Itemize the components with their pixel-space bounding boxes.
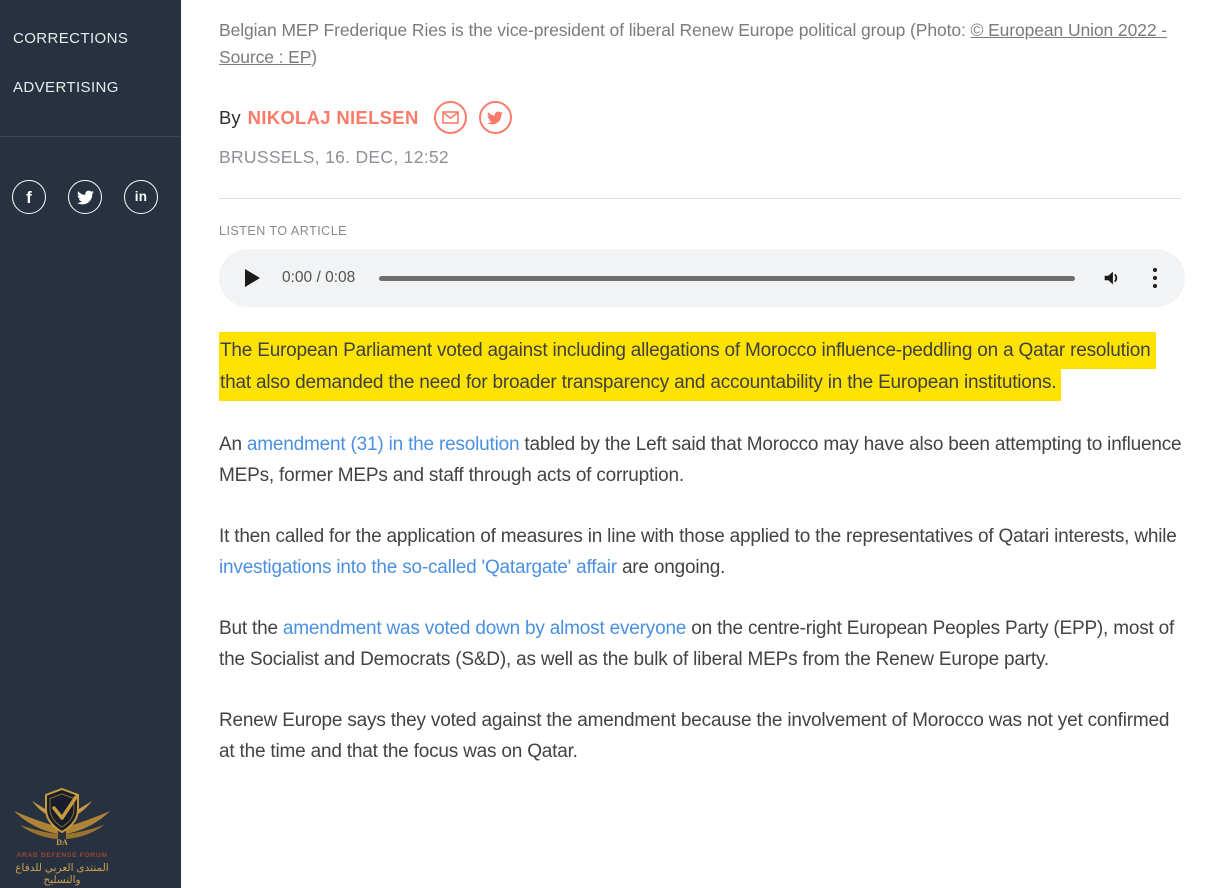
volume-icon[interactable] [1101, 267, 1123, 289]
email-icon[interactable] [434, 101, 467, 134]
article-paragraph [219, 613, 1185, 675]
paragraph-text: tabled by the Left said that Morocco may have also been attempting to influence MEPs, former MEPs and staff through acts of corruption. [219, 434, 1182, 486]
sidebar-item-corrections[interactable]: CORRECTIONS [13, 30, 129, 47]
paragraph-text: are ongoing. [616, 557, 726, 578]
article-paragraph [219, 705, 1185, 767]
sidebar [0, 0, 181, 888]
listen-to-article-label: LISTEN TO ARTICLE [219, 224, 347, 238]
sidebar-item-advertising[interactable]: ADVERTISING [13, 79, 119, 96]
author-link[interactable]: NIKOLAJ NIELSEN [247, 106, 419, 128]
article-body [219, 429, 1185, 767]
paragraph-text: Renew Europe says they voted against the amendment because the involvement of Morocco was not yet confirmed at the time and that the focus was on Qatar. [219, 710, 1170, 762]
author-twitter-icon[interactable] [479, 101, 512, 134]
lead-paragraph [219, 335, 1185, 399]
article-link[interactable]: investigations into the so-called 'Qatargate' affair [219, 557, 617, 578]
article-paragraph [219, 429, 1185, 491]
twitter-icon[interactable] [68, 180, 102, 214]
linkedin-icon[interactable] [124, 180, 158, 214]
facebook-glyph: f [26, 187, 32, 207]
caption-text-after: ) [311, 47, 318, 67]
highlighted-text: The European Parliament voted against including allegations of Morocco influence-peddling on a Qatar resolution that also demanded the need for broader transparency and accountability in the European institutions. [219, 332, 1156, 401]
watermark-arabic-text: المنتدى العربي للدفاع والتسليح [15, 861, 109, 886]
facebook-icon[interactable] [12, 180, 46, 214]
byline [219, 101, 1185, 134]
dateline: BRUSSELS, 16. DEC, 12:52 [219, 147, 449, 167]
linkedin-glyph: in [134, 189, 148, 205]
article-main [181, 0, 1212, 888]
play-icon [245, 269, 260, 287]
divider [219, 198, 1181, 199]
social-share-row [0, 180, 181, 214]
seek-bar[interactable] [379, 276, 1074, 281]
article-link[interactable]: amendment (31) in the resolution [246, 434, 520, 455]
photo-credit-link[interactable]: © European Union 2022 - Source : EP [219, 20, 1167, 67]
photo-caption [219, 17, 1185, 71]
caption-text: Belgian MEP Frederique Ries is the vice-president of liberal Renew Europe political group (Photo: [219, 20, 971, 40]
sidebar-nav [0, 0, 181, 137]
speaker-glyph [1101, 267, 1123, 289]
watermark-emblem-icon [6, 787, 118, 849]
player-time: 0:00 / 0:08 [282, 269, 356, 286]
arab-defense-forum-watermark [6, 787, 118, 888]
paragraph-text: It then called for the application of measures in line with those applied to the representatives of Qatari interests, while [219, 526, 1177, 547]
twitter-bird-glyph [487, 110, 503, 126]
audio-player [219, 249, 1185, 307]
watermark-title: ARAB DEFENSE FORUM [16, 852, 108, 860]
envelope-glyph [442, 111, 459, 124]
article-link[interactable]: amendment was voted down by almost everyone [282, 618, 687, 639]
svg-text:DA: DA [56, 837, 68, 847]
twitter-bird-glyph [77, 189, 94, 206]
play-button[interactable] [245, 269, 260, 287]
paragraph-text: An [219, 434, 247, 455]
paragraph-text: on the centre-right European Peoples Party (EPP), most of the Socialist and Democrats (S&D), as well as the bulk of liberal MEPs from the Renew Europe party. [219, 618, 1175, 670]
byline-prefix: By [219, 106, 241, 128]
player-menu-icon[interactable] [1145, 264, 1166, 293]
article-paragraph [219, 521, 1185, 583]
paragraph-text: But the [219, 618, 283, 639]
